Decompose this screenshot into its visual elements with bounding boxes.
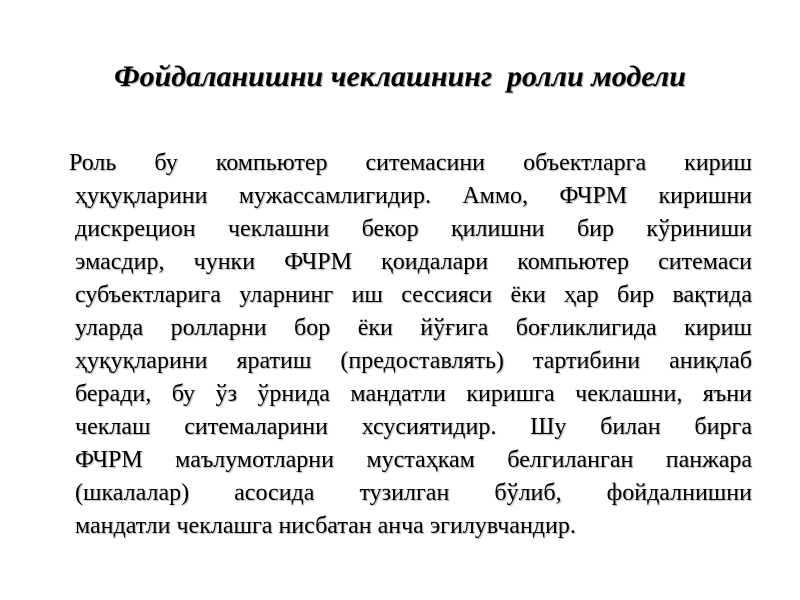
body-line-text: мандатли чеклашга нисбатан анча эгилувчандир. — [75, 513, 576, 539]
body-line — [75, 411, 752, 444]
body-word: кириш — [684, 315, 752, 341]
body-word: ФЧРМ — [559, 183, 628, 209]
body-line — [75, 246, 752, 279]
body-word: эмасдир, — [75, 249, 165, 275]
body-line — [75, 279, 752, 312]
body-word: ролларни — [170, 315, 267, 341]
body-word: тузилган — [359, 480, 450, 506]
body-word: йўғига — [420, 315, 489, 341]
body-word: ситемаси — [658, 249, 752, 275]
body-word: яъни — [702, 381, 752, 407]
body-line — [75, 312, 752, 345]
body-line — [75, 378, 752, 411]
body-line — [75, 345, 752, 378]
body-word: вақтида — [672, 282, 752, 308]
body-word: бу — [154, 150, 178, 176]
body-word: Шу — [530, 414, 567, 440]
body-word: ёки — [510, 282, 546, 308]
body-word: ўз — [215, 381, 237, 407]
body-word: боғликлигида — [515, 315, 657, 341]
body-line — [75, 180, 752, 213]
body-word: (шкалалар) — [75, 480, 190, 506]
body-word: бор — [294, 315, 331, 341]
body-word: қилишни — [451, 216, 545, 242]
slide-title: Фойдаланишни чеклашнинг ролли модели — [114, 60, 686, 93]
body-line — [69, 147, 752, 180]
body-word: асосида — [234, 480, 315, 506]
body-word: ҳуқуқларини — [75, 183, 208, 209]
body-word: Роль — [69, 150, 117, 176]
body-word: ФЧРМ — [75, 447, 143, 473]
body-word: яратиш — [236, 348, 312, 374]
body-word: бирга — [694, 414, 752, 440]
body-word: мужассамлигидир. — [238, 183, 431, 209]
body-word: объектларга — [523, 150, 647, 176]
body-word: билан — [600, 414, 661, 440]
body-word: ҳар — [564, 282, 599, 308]
body-word: уларда — [75, 315, 144, 341]
body-word: чеклашни — [227, 216, 330, 242]
body-line — [75, 444, 752, 477]
body-word: маълумотларни — [175, 447, 334, 473]
body-word: чеклашни, — [575, 381, 683, 407]
body-word: қоидалари — [381, 249, 489, 275]
body-word: аниқлаб — [669, 348, 752, 374]
body-word: уларнинг — [239, 282, 334, 308]
body-word: (предоставлять) — [340, 348, 504, 374]
body-word: дискрецион — [75, 216, 196, 242]
body-word: киришни — [658, 183, 752, 209]
body-word: бир — [576, 216, 614, 242]
body-word: субъектларига — [75, 282, 221, 308]
body-word: белгиланган — [507, 447, 634, 473]
body-word: кириш — [684, 150, 752, 176]
body-word: ҳуқуқларини — [75, 348, 208, 374]
body-word: ФЧРМ — [284, 249, 352, 275]
body-word: компьютер — [215, 150, 328, 176]
body-word: киришга — [466, 381, 555, 407]
body-word: бу — [171, 381, 196, 407]
slide-body — [69, 147, 752, 543]
body-word: беради, — [75, 381, 152, 407]
body-word: тартибини — [532, 348, 641, 374]
body-word: кўриниши — [646, 216, 752, 242]
body-word: Аммо, — [462, 183, 529, 209]
body-word: чунки — [193, 249, 256, 275]
body-word: чеклаш — [75, 414, 151, 440]
body-word: сессияси — [401, 282, 493, 308]
body-word: ситемасини — [365, 150, 486, 176]
body-word: хсусиятидир. — [361, 414, 497, 440]
body-word: ёки — [357, 315, 393, 341]
body-word: ситемаларини — [184, 414, 328, 440]
body-word: бекор — [361, 216, 419, 242]
body-word: компьютер — [517, 249, 629, 275]
body-word: мустаҳкам — [366, 447, 475, 473]
body-word: ўрнида — [257, 381, 330, 407]
body-word: иш — [351, 282, 383, 308]
body-word: фойдалнишни — [606, 480, 752, 506]
body-word: панжара — [665, 447, 752, 473]
body-word: бўлиб, — [494, 480, 562, 506]
body-word: мандатли — [350, 381, 446, 407]
body-line — [75, 510, 752, 543]
body-line — [75, 477, 752, 510]
body-line — [75, 213, 752, 246]
body-word: бир — [617, 282, 655, 308]
